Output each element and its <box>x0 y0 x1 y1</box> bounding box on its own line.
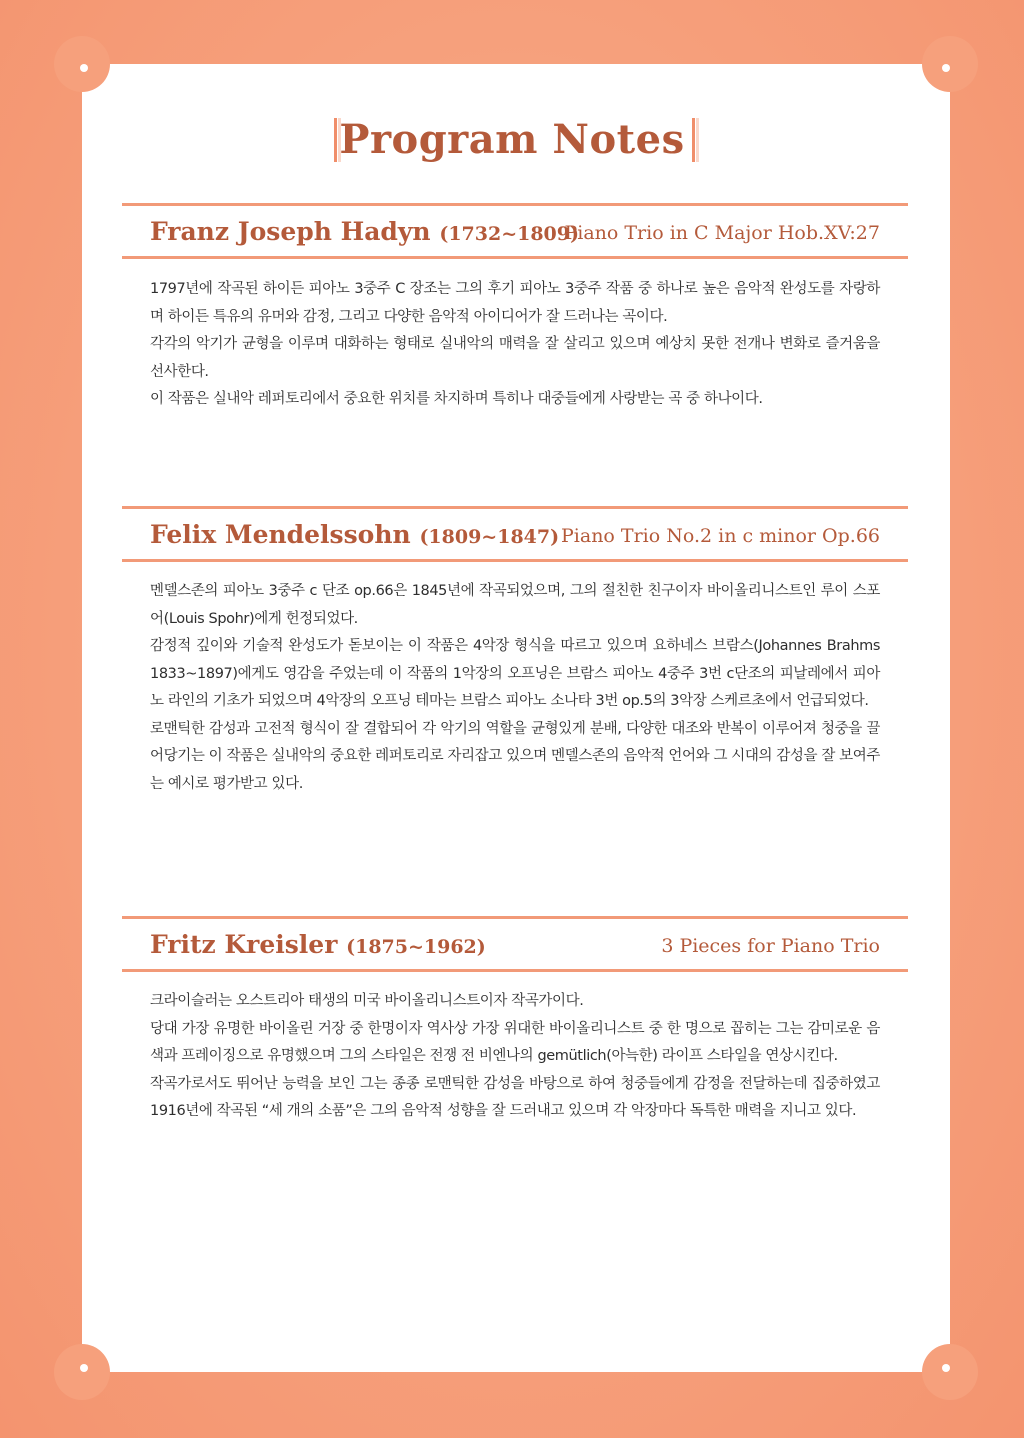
piece-title: Piano Trio in C Major Hob.XV:27 <box>564 222 880 244</box>
title-block <box>0 112 1024 172</box>
corner-dot <box>80 1364 88 1372</box>
section-header <box>150 919 880 969</box>
section-header <box>150 509 880 559</box>
composer-years: (1809~1847) <box>419 526 560 548</box>
composer-name-text: Franz Joseph Hadyn <box>150 217 431 246</box>
paragraph: 감정적 깊이와 기술적 완성도가 돋보이는 이 작품은 4악장 형식을 따르고 있으며 요하네스 브람스(Johannes Brahms 1833~1897)에게도 영감을 주었는데 이 작품의 1악장의 오프닝은 브람스 피아노 4중주 3번 c단조의 피날레에서 피아노 라인의 기초가 되었으며 4악장의 오프닝 테마는 브람스 피아노 소나타 3번 op.5의 3악장 스케르초에서 언급되었다. <box>150 638 880 709</box>
paragraph: 크라이슬러는 오스트리아 태생의 미국 바이올리니스트이자 작곡가이다. <box>150 993 584 1009</box>
composer-years: (1732~1809) <box>439 223 579 245</box>
composer-name <box>150 520 559 549</box>
paragraph: 각각의 악기가 균형을 이루며 대화하는 형태로 실내악의 매력을 잘 살리고 있으며 예상치 못한 전개나 변화로 즐거움을 선사한다. <box>150 336 880 380</box>
composer-name-text: Fritz Kreisler <box>150 930 338 959</box>
corner-notch <box>54 1344 110 1400</box>
corner-dot <box>942 1364 950 1372</box>
paragraph: 작곡가로서도 뛰어난 능력을 보인 그는 종종 로맨틱한 감성을 바탕으로 하여 청중들에게 감정을 전달하는데 집중하였고 1916년에 작곡된 “세 개의 소품”은 그의 음악적 성향을 잘 드러내고 있으며 각 악장마다 독특한 매력을 지니고 있다. <box>150 1075 880 1119</box>
section-body <box>150 578 880 798</box>
composer-name <box>150 930 486 959</box>
section-rule-bottom <box>122 256 908 259</box>
piece-title: 3 Pieces for Piano Trio <box>661 935 880 957</box>
corner-dot <box>80 64 88 72</box>
composer-years: (1875~1962) <box>346 936 486 958</box>
title-divider-right <box>692 118 695 162</box>
piece-title: Piano Trio No.2 in c minor Op.66 <box>561 525 880 547</box>
section-rule-bottom <box>122 559 908 562</box>
section-body <box>150 988 880 1126</box>
section-header <box>150 206 880 256</box>
paragraph: 멘델스존의 피아노 3중주 c 단조 op.66은 1845년에 작곡되었으며, 그의 절친한 친구이자 바이올리니스트인 루이 스포어(Louis Spohr)에게 헌정되었다. <box>150 583 880 627</box>
composer-name-text: Felix Mendelssohn <box>150 520 411 549</box>
paragraph: 당대 가장 유명한 바이올린 거장 중 한명이자 역사상 가장 위대한 바이올리니스트 중 한 명으로 꼽히는 그는 감미로운 음색과 프레이징으로 유명했으며 그의 스타일은 전쟁 전 비엔나의 gemütlich(아늑한) 라이프 스타일을 연상시킨다. <box>150 1020 880 1064</box>
paragraph: 1797년에 작곡된 하이든 피아노 3중주 C 장조는 그의 후기 피아노 3중주 작품 중 하나로 높은 음악적 완성도를 자랑하며 하이든 특유의 유머와 감정, 그리고 다양한 음악적 아이디어가 잘 드러나는 곡이다. <box>150 281 880 325</box>
section-body <box>150 276 880 414</box>
paragraph: 이 작품은 실내악 레퍼토리에서 중요한 위치를 차지하며 특히나 대중들에게 사랑받는 곡 중 하나이다. <box>150 391 763 407</box>
composer-name <box>150 217 579 246</box>
corner-notch <box>922 36 978 92</box>
corner-dot <box>942 64 950 72</box>
corner-notch <box>922 1344 978 1400</box>
title-divider-left <box>334 118 337 162</box>
paragraph: 로맨틱한 감성과 고전적 형식이 잘 결합되어 각 악기의 역할을 균형있게 분배, 다양한 대조와 반복이 이루어져 청중을 끌어당기는 이 작품은 실내악의 중요한 레퍼토리로 자리잡고 있으며 멘델스존의 음악적 언어와 그 시대의 감성을 잘 보여주는 예시로 평가받고 있다. <box>150 720 880 792</box>
page-title: Program Notes <box>339 116 685 163</box>
section-rule-bottom <box>122 969 908 972</box>
